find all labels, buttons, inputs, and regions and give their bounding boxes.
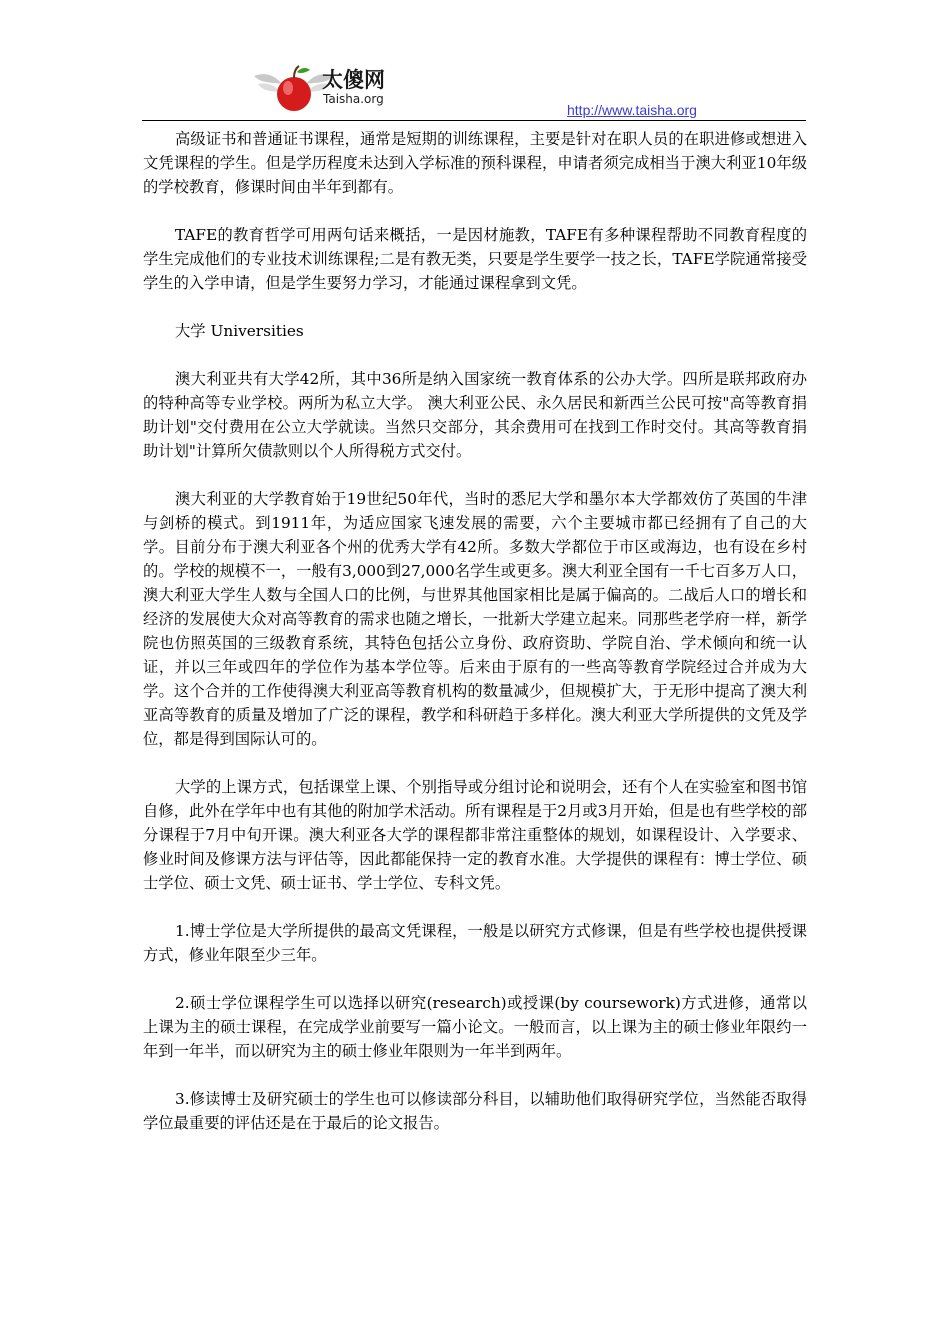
paragraph-teaching-methods: 大学的上课方式，包括课堂上课、个别指导或分组讨论和说明会，还有个人在实验室和图书馆自修，此外在学年中也有其他的附加学术活动。所有课程是于2月或3月开始，但是也有些学校的部分课程于7月中旬开课。澳大利亚各大学的课程都非常注重整体的规划，如课程设计、入学要求、修业时间及修课方法与评估等，因此都能保持一定的教育水准。大学提供的课程有：博士学位、硕士学位、硕士文凭、硕士证书、学士学位、专科文凭。 <box>143 778 807 892</box>
paragraph-certificate-courses: 高级证书和普通证书课程，通常是短期的训练课程，主要是针对在职人员的在职进修或想进入文凭课程的学生。但是学历程度未达到入学标准的预科课程，申请者须完成相当于澳大利亚10年级的学校教育，修课时间由半年到都有。 <box>143 130 807 196</box>
logo-title: 太傻网 <box>322 68 385 92</box>
paragraph-tafe-philosophy: TAFE的教育哲学可用两句话来概括，一是因材施教，TAFE有多种课程帮助不同教育程度的学生完成他们的专业技术训练课程;二是有教无类，只要是学生要学一技之长，TAFE学院通常接受学生的入学申请，但是学生要努力学习，才能通过课程拿到文凭。 <box>143 226 807 292</box>
logo-subtitle: Taisha.org <box>323 92 384 106</box>
paragraph-masters: 2.硕士学位课程学生可以选择以研究(research)或授课(by coursework)方式进修，通常以上课为主的硕士课程，在完成学业前要写一篇小论文。一般而言，以上课为主的硕士修业年限约一年到一年半，而以研究为主的硕士修业年限则为一年半到两年。 <box>143 994 807 1060</box>
paragraph-research-students: 3.修读博士及研究硕士的学生也可以修读部分科目，以辅助他们取得研究学位，当然能否取得学位最重要的评估还是在于最后的论文报告。 <box>143 1090 807 1132</box>
paragraph-doctorate: 1.博士学位是大学所提供的最高文凭课程，一般是以研究方式修课，但是有些学校也提供授课方式，修业年限至少三年。 <box>143 922 807 964</box>
page-header <box>0 0 950 122</box>
section-heading-universities: 大学 Universities <box>175 322 304 340</box>
header-divider <box>142 120 806 121</box>
paragraph-university-count: 澳大利亚共有大学42所，其中36所是纳入国家统一教育体系的公办大学。四所是联邦政府办的特种高等专业学校。两所为私立大学。 澳大利亚公民、永久居民和新西兰公民可按"高等教育捐助计划"交付费用在公立大学就读。当然只交部分，其余费用可在找到工作时交付。其高等教育捐助计划"计算所欠债款则以个人所得税方式交付。 <box>143 370 807 460</box>
site-url-link[interactable]: http://www.taisha.org <box>567 102 697 118</box>
paragraph-university-history: 澳大利亚的大学教育始于19世纪50年代，当时的悉尼大学和墨尔本大学都效仿了英国的牛津与剑桥的模式。到1911年，为适应国家飞速发展的需要，六个主要城市都已经拥有了自己的大学。目前分布于澳大利亚各个州的优秀大学有42所。多数大学都位于市区或海边，也有设在乡村的。学校的规模不一，一般有3,000到27,000名学生或更多。澳大利亚全国有一千七百多万人口，澳大利亚大学生人数与全国人口的比例，与世界其他国家相比是属于偏高的。二战后人口的增长和经济的发展使大众对高等教育的需求也随之增长，一批新大学建立起来。同那些老学府一样，新学院也仿照英国的三级教育系统，其特色包括公立身份、政府资助、学院自治、学术倾向和统一认证，并以三年或四年的学位作为基本学位等。后来由于原有的一些高等教育学院经过合并成为大学。这个合并的工作使得澳大利亚高等教育机构的数量减少，但规模扩大，于无形中提高了澳大利亚高等教育的质量及增加了广泛的课程，教学和科研趋于多样化。澳大利亚大学所提供的文凭及学位，都是得到国际认可的。 <box>143 490 807 748</box>
document-body <box>143 127 807 1159</box>
